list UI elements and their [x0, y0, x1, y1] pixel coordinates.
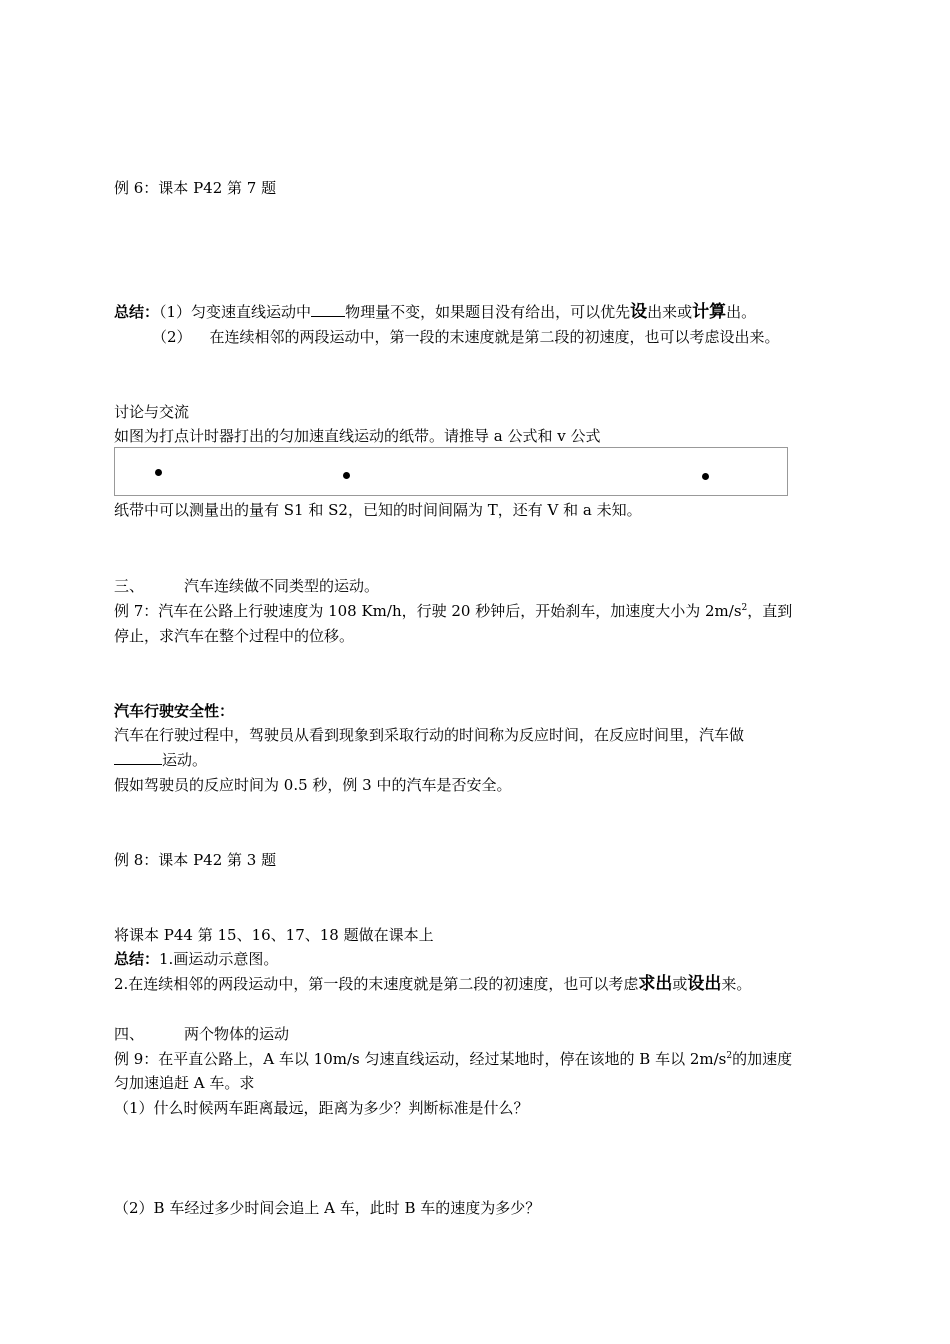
discussion-note: 纸带中可以测量出的量有 S1 和 S2，已知的时间间隔为 T，还有 V 和 a 未知。	[114, 501, 642, 519]
section-4-heading	[114, 1024, 289, 1044]
summary-2-line-1	[114, 949, 278, 969]
example-9-line-1	[114, 1049, 792, 1069]
section-3-heading	[114, 576, 379, 596]
summary-2-end: 来。	[721, 975, 752, 993]
discussion-intro: 如图为打点计时器打出的匀加速直线运动的纸带。请推导 a 公式和 v 公式	[114, 427, 601, 445]
summary-1-part-1: （1）匀变速直线运动中	[159, 303, 312, 321]
superscript: 2	[741, 603, 748, 613]
question-2: （2）B 车经过多少时间会追上 A 车，此时 B 车的速度为多少？	[114, 1199, 541, 1217]
safety-line-3: 假如驾驶员的反应时间为 0.5 秒，例 3 中的汽车是否安全。	[114, 776, 512, 794]
summary-1-part-3: 出来或	[647, 303, 693, 321]
question-1: （1）什么时候两车距离最远，距离为多少？判断标准是什么？	[114, 1099, 529, 1117]
tape-dot	[702, 473, 709, 480]
summary-label: 总结：	[114, 303, 160, 321]
example-7-text: 例 7：汽车在公路上行驶速度为 108 Km/h，行驶 20 秒钟后，开始刹车，加速度大小为 2m/s	[114, 602, 742, 620]
section-title: 两个物体的运动	[184, 1025, 290, 1043]
summary-1-line-2	[152, 327, 780, 347]
example-9-line-2: 匀加速追赶 A 车。求	[114, 1074, 255, 1092]
example-7-line-2: 停止，求汽车在整个过程中的位移。	[114, 627, 355, 645]
summary-1-line-1	[114, 302, 756, 322]
example-8: 例 8：课本 P42 第 3 题	[114, 851, 277, 869]
conjunction: 或	[672, 975, 688, 993]
keyword-set: 设	[630, 302, 648, 322]
summary-2-item-2: 2.在连续相邻的两段运动中，第一段的末速度就是第二段的初速度，也可以考虑	[114, 975, 639, 993]
ticker-tape-figure	[114, 447, 788, 496]
summary-label: 总结：	[114, 950, 160, 968]
safety-line-2-text: 运动。	[162, 751, 208, 769]
fill-blank	[114, 750, 162, 765]
example-7-line-1	[114, 601, 792, 621]
example-7-text-end: ，直到	[747, 602, 793, 620]
fill-blank	[311, 302, 345, 317]
safety-title: 汽车行驶安全性：	[114, 702, 235, 720]
summary-1-item-2: 在连续相邻的两段运动中，第一段的末速度就是第二段的初速度，也可以考虑设出来。	[209, 328, 780, 346]
tape-dot	[343, 472, 350, 479]
keyword-compute: 计算	[692, 302, 727, 322]
summary-1-part-4: 出。	[726, 303, 757, 321]
example-9-text: 例 9：在平直公路上，A 车以 10m/s 匀速直线运动，经过某地时，停在该地的 B 车以 2m/s	[114, 1050, 727, 1068]
keyword-set: 设出	[687, 974, 722, 994]
keyword-solve: 求出	[638, 974, 673, 994]
safety-line-2	[114, 750, 207, 770]
summary-2-line-2	[114, 974, 751, 994]
safety-line-1: 汽车在行驶过程中，驾驶员从看到现象到采取行动的时间称为反应时间，在反应时间里，汽车做	[114, 726, 745, 744]
example-9-text-end: 的加速度	[732, 1050, 793, 1068]
item-number: （2）	[152, 328, 192, 346]
section-title: 汽车连续做不同类型的运动。	[184, 577, 380, 595]
discussion-title: 讨论与交流	[114, 403, 190, 421]
example-6: 例 6：课本 P42 第 7 题	[114, 179, 277, 197]
superscript: 2	[726, 1051, 733, 1061]
section-number: 三、	[114, 577, 145, 595]
section-number: 四、	[114, 1025, 145, 1043]
summary-2-item-1: 1.画运动示意图。	[159, 950, 279, 968]
summary-1-part-2: 物理量不变，如果题目没有给出，可以优先	[345, 303, 631, 321]
tape-dot	[155, 469, 162, 476]
homework-note: 将课本 P44 第 15、16、17、18 题做在课本上	[114, 926, 434, 944]
